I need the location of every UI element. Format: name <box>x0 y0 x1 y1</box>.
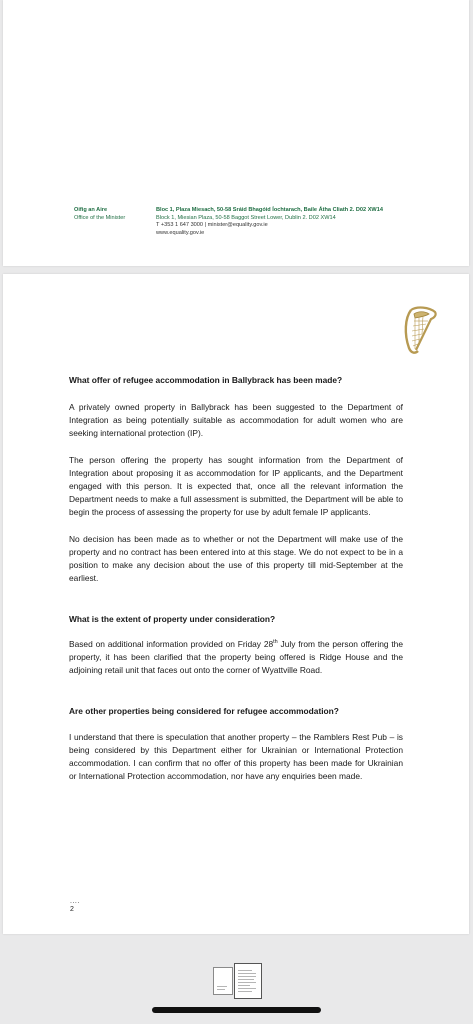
address-english: Block 1, Miesian Plaza, 50-58 Baggot Street Lower, Dublin 2. D02 XW14 <box>156 214 336 221</box>
paragraph-1: A privately owned property in Ballybrack has been suggested to the Department of Integration as being potentially suitable as accommodation for adult women who are seeking international protection (IP). <box>69 402 403 439</box>
page-dots: .... <box>70 898 80 905</box>
thumbnail-page-1[interactable] <box>213 967 233 995</box>
paragraph-3: No decision has been made as to whether or not the Department will make use of the property and no contract has been entered into at this stage. We do not expect to be in a position to make any decision about the use of this property till mid-September at the earliest. <box>69 534 403 584</box>
paragraph-4-end: July from the person offering the property, it has been clarified that the property being offered is Ridge House and the adjoining retail unit that faces out onto the corner of Wyattville Road. <box>69 639 403 676</box>
office-irish: Oifig an Aire <box>74 207 108 213</box>
page-thumbnails-icon[interactable] <box>213 963 263 1001</box>
website: www.equality.gov.ie <box>156 229 205 236</box>
paragraph-4 <box>69 638 403 677</box>
heading-property-extent: What is the extent of property under consideration? <box>69 614 276 624</box>
home-indicator[interactable] <box>152 1007 321 1013</box>
harp-icon <box>401 304 439 356</box>
document-page-1 <box>3 0 469 266</box>
heading-other-properties: Are other properties being considered for refugee accommodation? <box>69 706 339 716</box>
address-irish: Bloc 1, Plaza Miesach, 50-58 Sráid Bhagóid Íochtarach, Baile Átha Cliath 2. D02 XW14 <box>156 207 383 213</box>
paragraph-5: I understand that there is speculation that another property – the Ramblers Rest Pub – is being considered by this Department either for Ukrainian or International Protection accommodation. I can confirm that no offer of this property has been made for Ukrainian or International Protection accommodation, nor have any enquiries been made. <box>69 732 403 782</box>
document-page-2 <box>3 274 469 934</box>
paragraph-2: The person offering the property has sought information from the Department of Integration about proposing it as accommodation for IP applicants, and the Department engaged with this person. It is expected that, once all the relevant information the Department needs to make a full assessment is submitted, the Department will be able to begin the process of assessing the property for use by adult female IP applicants. <box>69 455 403 518</box>
phone-email: T +353 1 647 3000 | minister@equality.gov.ie <box>156 222 268 229</box>
page-number: 2 <box>70 906 74 913</box>
ordinal-suffix: th <box>273 639 278 645</box>
office-label <box>74 207 125 222</box>
heading-ballybrack-offer: What offer of refugee accommodation in Ballybrack has been made? <box>69 375 343 385</box>
office-address <box>156 207 383 237</box>
thumbnail-page-2[interactable] <box>234 963 262 999</box>
paragraph-4-start: Based on additional information provided on Friday 28 <box>69 639 274 649</box>
office-english: Office of the Minister <box>74 214 126 221</box>
